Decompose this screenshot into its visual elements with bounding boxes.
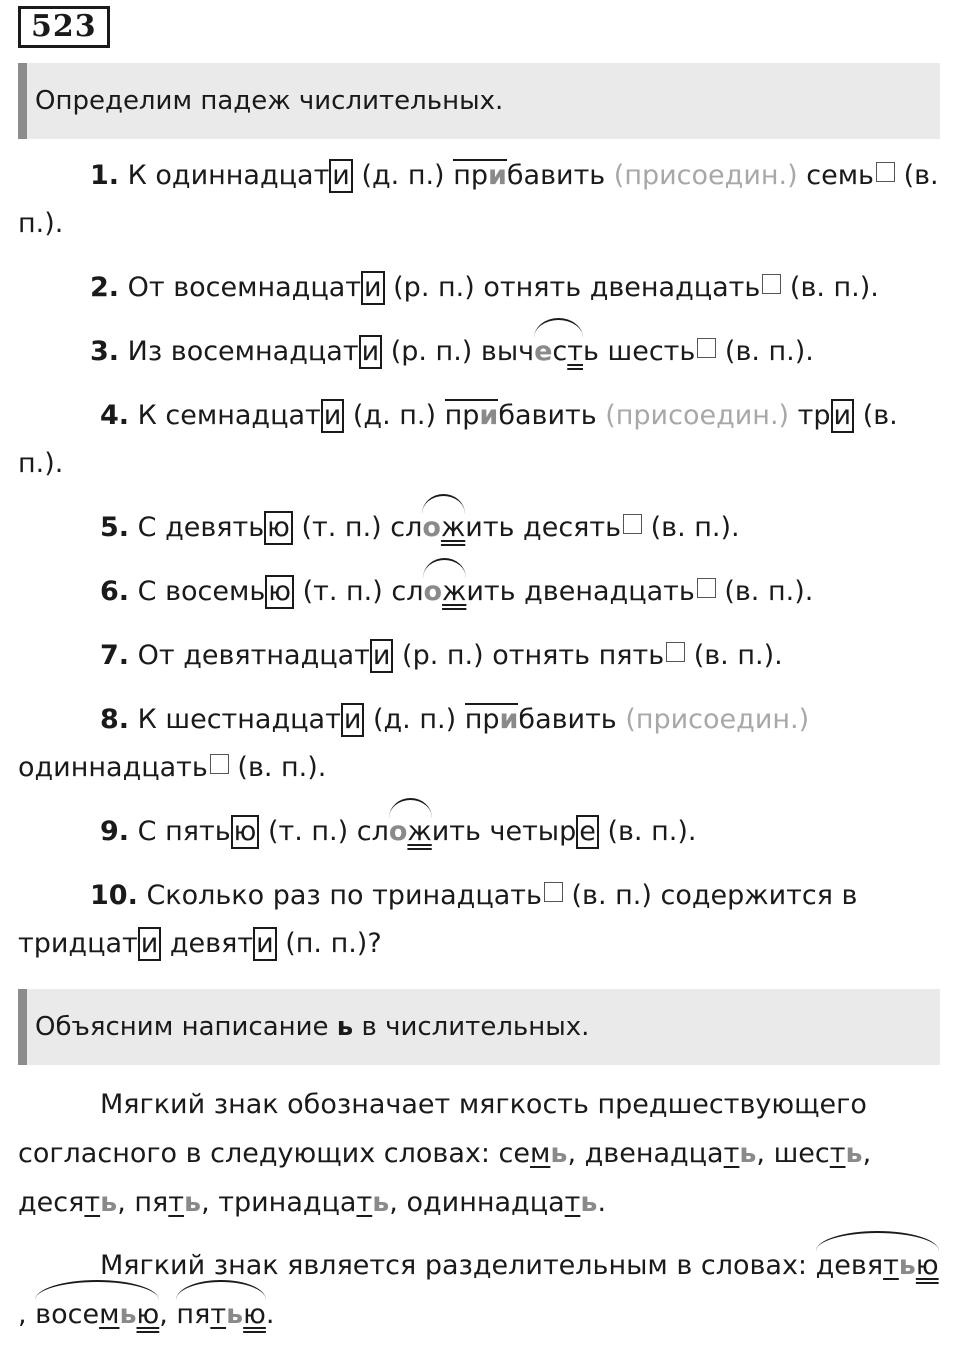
item-number: 2.: [90, 272, 120, 303]
section-heading-case: [18, 63, 940, 139]
item-text: (р. п.) отнять двенадцать: [393, 272, 761, 303]
case-label: (п. п.)?: [285, 928, 382, 959]
item-text: ить десять: [465, 512, 622, 543]
soft-sign-letter: ь: [336, 1012, 354, 1042]
list-item: [18, 152, 943, 248]
list-item: [18, 808, 943, 856]
softness-paragraph: [18, 1080, 943, 1227]
item-text: (р. п.) отнять пять: [402, 640, 665, 671]
item-number: 1.: [90, 160, 120, 191]
word-part: двенадца: [584, 1138, 724, 1169]
case-label: (в. п.).: [693, 640, 783, 671]
soft-sign: ь: [739, 1138, 757, 1169]
case-label: (д. п.): [372, 704, 457, 735]
list-item: [18, 504, 943, 552]
ending-box: и: [831, 399, 855, 433]
item-number: 3.: [90, 336, 120, 367]
item-number: 10.: [90, 880, 138, 911]
consonant-underlined: т: [356, 1187, 373, 1218]
vowel-underlined: ю: [915, 1250, 939, 1281]
prefix-mark: при: [444, 400, 499, 431]
section-heading-text: в числительных.: [361, 1012, 590, 1042]
zero-ending-box: [666, 642, 685, 662]
consonant-underlined: т: [829, 1138, 846, 1169]
item-text: одиннадцать: [18, 752, 208, 783]
root-mark: ож: [389, 808, 432, 856]
item-text: тр: [797, 400, 831, 431]
list-item: [18, 392, 943, 488]
case-label: (д. п.): [361, 160, 445, 191]
vowel-underlined: ю: [243, 1299, 266, 1330]
case-label: (в. п.).: [18, 400, 898, 479]
ending-box: и: [359, 335, 383, 369]
punctuation: ,: [18, 1299, 36, 1330]
soft-sign: ь: [372, 1187, 390, 1218]
punctuation: ,: [159, 1299, 177, 1330]
soft-sign: ь: [580, 1187, 598, 1218]
punctuation: ,: [389, 1187, 407, 1218]
separating-paragraph: [18, 1241, 943, 1339]
consonant-underlined: т: [564, 1187, 581, 1218]
ending-box: и: [370, 639, 394, 673]
ending-box: и: [361, 271, 385, 305]
punctuation: ,: [862, 1138, 872, 1169]
item-text: (т. п.) сл: [302, 576, 424, 607]
consonant-underlined: т: [84, 1187, 101, 1218]
item-text: ь шесть: [583, 336, 696, 367]
soft-sign: ь: [845, 1138, 863, 1169]
ending-box: и: [321, 399, 345, 433]
item-text: (т. п.) сл: [301, 512, 423, 543]
punctuation: .: [597, 1187, 607, 1218]
item-text: (р. п.) выч: [390, 336, 535, 367]
item-number: 5.: [100, 512, 130, 543]
item-text: К семнадцат: [137, 400, 321, 431]
item-number: 8.: [100, 704, 130, 735]
item-text: Из восемнадцат: [127, 336, 359, 367]
punctuation: ,: [201, 1187, 219, 1218]
numerals-list: [18, 152, 943, 968]
root-mark: ож: [422, 504, 465, 552]
ending-box: и: [329, 159, 353, 193]
root-mark: ест: [534, 328, 583, 376]
word-part: пя: [176, 1299, 211, 1330]
case-label: (в. п.).: [724, 576, 814, 607]
list-item: [18, 328, 943, 376]
item-text: ить двенадцать: [466, 576, 695, 607]
section-heading-text: Определим падеж числительных.: [35, 86, 504, 116]
punctuation: .: [265, 1299, 275, 1330]
word: [774, 1138, 863, 1169]
zero-ending-box: [697, 578, 716, 598]
list-item: [18, 264, 943, 312]
prefix-mark: при: [464, 704, 519, 735]
consonant-underlined: т: [723, 1138, 740, 1169]
ending-box: ю: [264, 511, 293, 545]
item-text: С пять: [137, 816, 231, 847]
word-part: тринадца: [218, 1187, 357, 1218]
soft-sign: ь: [119, 1299, 137, 1330]
list-item: [18, 872, 943, 968]
item-text: бавить: [498, 400, 597, 431]
word: [218, 1187, 389, 1218]
item-text: От девятнадцат: [137, 640, 370, 671]
consonant-underlined: м: [530, 1138, 551, 1169]
exercise-number: 523: [18, 6, 110, 48]
case-label: (д. п.): [352, 400, 437, 431]
word: [816, 1241, 939, 1290]
item-text: С девять: [137, 512, 265, 543]
section-heading-text: Объясним написание: [35, 1012, 329, 1042]
item-text: бавить: [518, 704, 617, 735]
zero-ending-box: [697, 338, 716, 358]
case-label: (в. п.).: [789, 272, 879, 303]
vowel-underlined: ю: [136, 1299, 160, 1330]
word: [18, 1187, 117, 1218]
zero-ending-box: [762, 274, 781, 294]
item-text: С восемь: [137, 576, 266, 607]
item-number: 4.: [100, 400, 130, 431]
item-text: девят: [169, 928, 254, 959]
word: [406, 1187, 597, 1218]
soft-sign: ь: [226, 1299, 244, 1330]
item-number: 7.: [100, 640, 130, 671]
consonant-underlined: т: [168, 1187, 184, 1218]
item-text: Сколько раз по тринадцать: [146, 880, 542, 911]
zero-ending-box: [623, 514, 642, 534]
word-part: восе: [35, 1299, 100, 1330]
soft-sign: ь: [184, 1187, 202, 1218]
punctuation: ,: [567, 1138, 585, 1169]
ending-box: и: [341, 703, 365, 737]
paragraph-intro: Мягкий знак является разделительным в словах:: [100, 1250, 808, 1281]
item-text: ить четыр: [431, 816, 577, 847]
ending-box: и: [138, 927, 162, 961]
hint-text: (присоедин.): [613, 160, 798, 191]
item-text: (т. п.) сл: [267, 816, 389, 847]
case-label: (в. п.).: [237, 752, 327, 783]
item-text: (в. п.) содержится в тридцат: [18, 880, 858, 959]
item-number: 6.: [100, 576, 130, 607]
case-label: (в. п.).: [607, 816, 697, 847]
consonant-underlined: т: [210, 1299, 227, 1330]
ending-box: ю: [265, 575, 294, 609]
hint-text: (присоедин.): [605, 400, 790, 431]
word: [134, 1187, 201, 1218]
word-part: одиннадца: [406, 1187, 565, 1218]
hint-text: (присоедин.): [625, 704, 810, 735]
word: [35, 1290, 159, 1339]
item-text: семь: [806, 160, 874, 191]
word: [499, 1138, 568, 1169]
punctuation: ,: [117, 1187, 135, 1218]
ending-box: ю: [231, 815, 260, 849]
case-label: (в. п.).: [724, 336, 814, 367]
prefix-mark: при: [453, 160, 507, 191]
soft-sign: ь: [898, 1250, 916, 1281]
word: [585, 1138, 757, 1169]
case-label: (в. п.).: [650, 512, 740, 543]
soft-sign: ь: [550, 1138, 568, 1169]
list-item: [18, 632, 943, 680]
ending-box: е: [576, 815, 599, 849]
word-part: се: [498, 1138, 530, 1169]
item-number: 9.: [100, 816, 130, 847]
word-part: шес: [773, 1138, 830, 1169]
list-item: [18, 696, 943, 792]
word-part: деся: [18, 1187, 85, 1218]
consonant-underlined: м: [99, 1299, 120, 1330]
word: [176, 1290, 265, 1339]
item-text: От восемнадцат: [127, 272, 361, 303]
consonant-underlined: т: [883, 1250, 899, 1281]
zero-ending-box: [544, 882, 563, 902]
paragraph-intro: Мягкий знак обозначает мягкость предшествующего согласного в следующих словах:: [18, 1089, 867, 1169]
zero-ending-box: [876, 162, 895, 182]
punctuation: ,: [756, 1138, 774, 1169]
ending-box: и: [253, 927, 277, 961]
root-mark: ож: [423, 568, 466, 616]
item-text: К одиннадцат: [127, 160, 330, 191]
soft-sign: ь: [100, 1187, 118, 1218]
item-text: бавить: [506, 160, 606, 191]
word-part: девя: [815, 1250, 884, 1281]
zero-ending-box: [210, 754, 229, 774]
section-heading-soft-sign: [18, 989, 940, 1065]
list-item: [18, 568, 943, 616]
word-part: пя: [134, 1187, 169, 1218]
item-text: К шестнадцат: [137, 704, 341, 735]
case-label: (в. п.).: [18, 160, 939, 239]
